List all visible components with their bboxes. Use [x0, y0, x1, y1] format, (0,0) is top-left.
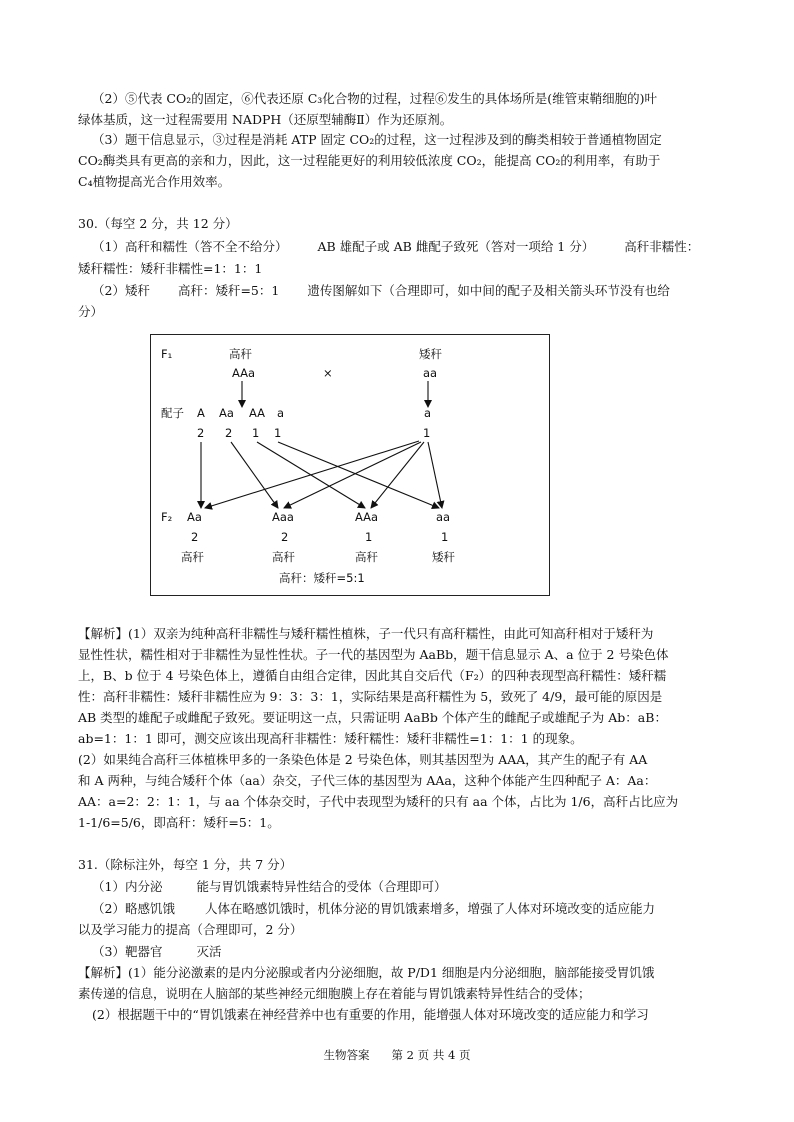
q30-answer2-part1: （2）矮秆 — [92, 283, 150, 298]
gamete-A: A — [197, 406, 205, 420]
parent2-phenotype: 矮秆 — [419, 347, 442, 361]
arrow-a-to-aa — [278, 442, 439, 508]
genetic-cross-svg — [151, 335, 551, 597]
offspring-pheno-Aa: 高秆 — [181, 550, 204, 564]
offspring-ratio-Aaa: 2 — [281, 530, 289, 544]
gamete-AA: AA — [249, 406, 266, 420]
cross-symbol: × — [323, 366, 333, 380]
q29-p3-line2: CO₂酶类具有更高的亲和力，因此，这一过程能更好的利用较低浓度 CO₂，能提高 CO₂的利用率，有助于 — [78, 153, 661, 168]
q30-answer2-part3: 遗传图解如下（合理即可，如中间的配子及相关箭头环节没有也给 — [307, 283, 670, 298]
gamete-ratio-Aa: 2 — [225, 426, 233, 440]
q31-answer3 — [92, 943, 221, 960]
q30-answer1-part3: 高秆非糯性： — [624, 239, 700, 254]
cross-result-ratio: 高秆：矮秆=5:1 — [279, 571, 365, 585]
offspring-ratio-aa: 1 — [441, 530, 449, 544]
q30-analysis-line2: 显性性状，糯性相对于非糯性为显性性状。子一代的基因型为 AaBb，题干信息显示 A、a 位于 2 号染色体 — [78, 647, 669, 662]
q30-analysis-line1: 【解析】(1）双亲为纯种高秆非糯性与矮秆糯性植株，子一代只有高秆糯性，由此可知高秆相对于矮秆为 — [78, 626, 654, 641]
arrow-a2-to-aa — [428, 442, 442, 508]
q30-analysis-line4: 性：高秆非糯性：矮秆非糯性应为 9：3：3：1，实际结果是高秆糯性为 5，致死了 4/9，最可能的原因是 — [78, 689, 663, 704]
q30-analysis2-line2: 和 A 两种，与纯合矮秆个体（aa）杂交，子代三体的基因型为 AAa，这种个体能产生四种配子 A：Aa： — [78, 773, 657, 788]
offspring-Aa: Aa — [187, 510, 202, 524]
q29-p3-line1: （3）题干信息显示，③过程是消耗 ATP 固定 CO₂的过程，这一过程涉及到的酶类相较于普通植物固定 — [92, 132, 662, 147]
q30-answer2-line2: 分） — [78, 304, 104, 319]
gamete-a: a — [277, 406, 285, 420]
q29-p2-line2: 绿体基质，这一过程需要用 NADPH（还原型辅酶Ⅱ）作为还原剂。 — [78, 112, 453, 127]
q31-answer2-part1: （2）略感饥饿 — [92, 901, 175, 916]
q30-answer2-part2: 高秆：矮秆=5：1 — [177, 283, 280, 298]
q31-answer2-part2: 人体在略感饥饿时，机体分泌的胃饥饿素增多，增强了人体对环境改变的适应能力 — [204, 901, 655, 916]
q31-analysis2-line1: (2）根据题干中的“胃饥饿素在神经营养中也有重要的作用，能增强人体对环境改变的适应能力和学习 — [92, 1007, 649, 1022]
q30-header: 30.（每空 2 分，共 12 分） — [78, 216, 238, 231]
gamete-label: 配子 — [161, 406, 184, 420]
q30-answer1-line1 — [92, 238, 699, 255]
gamete-ratio-AA: 1 — [252, 426, 260, 440]
gamete2-ratio: 1 — [423, 426, 431, 440]
q30-analysis2-line1: (2）如果纯合高秆三体植株甲多的一条染色体是 2 号染色体，则其基因型为 AAA，其产生的配子有 AA — [78, 752, 648, 767]
q31-answer3-part2: 灭活 — [196, 944, 222, 959]
gamete-ratio-a: 1 — [274, 426, 282, 440]
offspring-pheno-Aaa: 高秆 — [272, 550, 295, 564]
offspring-ratio-Aa: 2 — [191, 530, 199, 544]
q29-p2-line1: （2）⑤代表 CO₂的固定，⑥代表还原 C₃化合物的过程，过程⑥发生的具体场所是(维管束鞘细胞的)叶 — [92, 91, 658, 106]
offspring-pheno-aa: 矮秆 — [432, 550, 455, 564]
q31-analysis-line2: 素传递的信息，说明在人脑部的某些神经元细胞膜上存在着能与胃饥饿素特异性结合的受体； — [78, 986, 591, 1001]
footer-page-number: 第 2 页 共 4 页 — [391, 1048, 471, 1062]
q30-answer2-line1 — [92, 282, 670, 299]
offspring-AAa: AAa — [355, 510, 379, 524]
footer-subject: 生物答案 — [323, 1048, 370, 1062]
offspring-ratio-AAa: 1 — [365, 530, 373, 544]
q31-answer1-part1: （1）内分泌 — [92, 879, 163, 894]
arrow-a2-to-Aaa — [284, 442, 421, 508]
parent1-phenotype: 高秆 — [229, 347, 252, 361]
q29-p3-line3: C₄植物提高光合作用效率。 — [78, 174, 231, 189]
parent1-genotype: AAa — [232, 366, 256, 380]
q30-analysis2-line4: 1-1/6=5/6，即高秆：矮秆=5：1。 — [78, 815, 280, 830]
q30-answer1-part2: AB 雄配子或 AB 雌配子致死（答对一项给 1 分） — [317, 239, 595, 254]
q30-answer1-part1: （1）高秆和糯性（答不全不给分） — [92, 239, 288, 254]
gamete-Aa: Aa — [219, 406, 234, 420]
offspring-pheno-AAa: 高秆 — [355, 550, 378, 564]
q31-answer2-line2: 以及学习能力的提高（合理即可，2 分） — [78, 922, 303, 937]
q31-answer3-part1: （3）靶器官 — [92, 944, 163, 959]
genetic-cross-diagram — [150, 334, 550, 596]
q30-answer1-line2: 矮秆糯性：矮秆非糯性=1：1：1 — [78, 261, 263, 276]
page-footer — [0, 1047, 794, 1063]
gamete-ratio-A: 2 — [197, 426, 205, 440]
offspring-aa: aa — [436, 510, 451, 524]
f1-label: F₁ — [161, 347, 173, 361]
gamete2-a: a — [424, 406, 432, 420]
q31-analysis-line1: 【解析】(1）能分泌激素的是内分泌腺或者内分泌细胞，故 P/D1 细胞是内分泌细胞，脑部能接受胃饥饿 — [78, 965, 655, 980]
q30-analysis-line5: AB 类型的雄配子或雌配子致死。要证明这一点，只需证明 AaBb 个体产生的雌配子或雄配子为 Ab：aB： — [78, 710, 667, 725]
parent2-genotype: aa — [423, 366, 438, 380]
q31-answer1 — [92, 878, 446, 895]
offspring-Aaa: Aaa — [272, 510, 294, 524]
q31-answer1-part2: 能与胃饥饿素特异性结合的受体（合理即可） — [196, 879, 447, 894]
q31-header: 31.（除标注外，每空 1 分，共 7 分） — [78, 857, 293, 872]
q30-analysis-line6: ab=1：1：1 即可，测交应该出现高秆非糯性：矮秆糯性：矮秆非糯性=1：1：1 的现象。 — [78, 731, 583, 746]
q31-answer2-line1 — [92, 900, 655, 917]
q30-analysis2-line3: AA：a=2：2：1：1，与 aa 个体杂交时，子代中表现型为矮秆的只有 aa 个体，占比为 1/6，高秆占比应为 — [78, 794, 679, 809]
q30-analysis-line3: 上，B、b 位于 4 号染色体上，遵循自由组合定律，因此其自交后代（F₂）的四种表现型高秆糯性：矮秆糯 — [78, 668, 667, 683]
f2-label: F₂ — [161, 510, 173, 524]
